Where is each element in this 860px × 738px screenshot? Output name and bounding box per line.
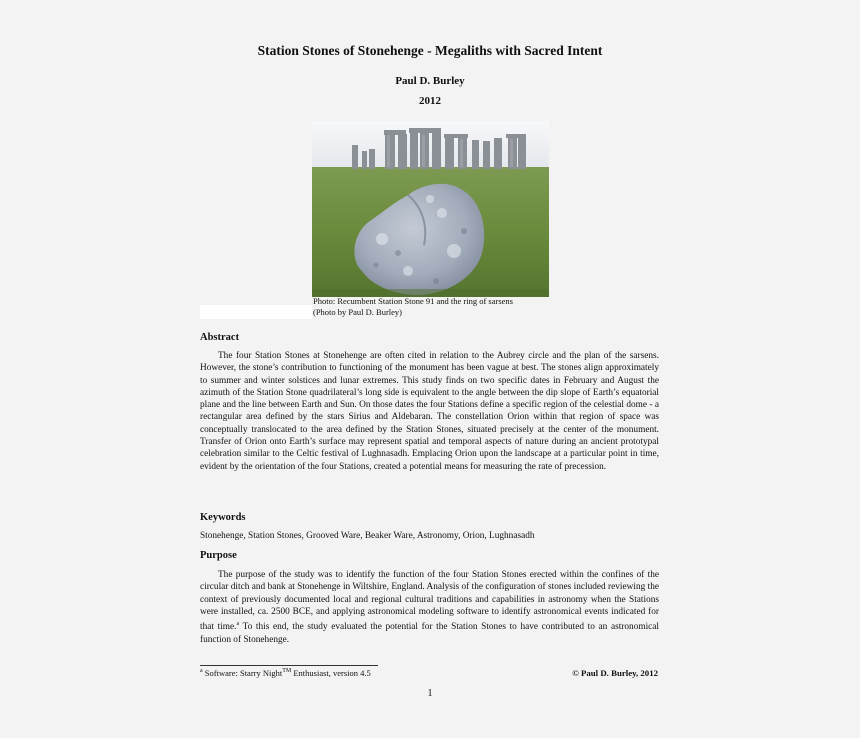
- photo-illustration: [312, 121, 549, 297]
- footnote-rule: [200, 665, 378, 666]
- footnote-rest: Enthusiast, version 4.5: [291, 668, 371, 678]
- caption-strip: [200, 305, 312, 319]
- abstract-heading: Abstract: [200, 332, 240, 343]
- abstract-body: The four Station Stones at Stonehenge are often cited in relation to the Aubrey circle and the plan of the sarsens. However, the stone’s contribution to functioning of the monument has been vague at best. The stones align approximately to summer and winter solstices and lunar extremes. This study finds on two specific dates in February and August the azimuth of the Station Stone quadrilateral’s long side is equivalent to the angle between the dip slope of Earth’s equatorial plane and the line between Earth and Sun. On those dates the four Stations define a specific region of the celestial dome - a rectangular area defined by the stars Sirius and Aldebaran. The constellation Orion within that region of space was conceptually translocated to the area defined by the Station Stones, situated precisely at the center of the monument. Transfer of Orion onto Earth’s surface may represent spatial and temporal aspects of nature during an ancient prototypal celebration similar to the Celtic festival of Lughnasadh. Emplacing Orion upon the landscape at a particular point in time, evident by the orientation of the four Stations, created a potential means for measuring the rate of precession.: [200, 351, 659, 472]
- station-stone-photo: [312, 121, 549, 297]
- keywords-heading: Keywords: [200, 512, 246, 523]
- keywords-body: Stonehenge, Station Stones, Grooved Ware, Beaker Ware, Astronomy, Orion, Lughnasadh: [200, 531, 535, 541]
- footnote-text: Software: Starry Night: [202, 668, 283, 678]
- copyright-notice: © Paul D. Burley, 2012: [572, 668, 658, 678]
- footnote-mark: a: [200, 668, 203, 675]
- document-title: Station Stones of Stonehenge - Megaliths with Sacred Intent: [257, 43, 603, 58]
- footnote: [200, 668, 371, 678]
- caption-line-1: Photo: Recumbent Station Stone 91 and the ring of sarsens: [313, 296, 513, 306]
- purpose-body: [200, 569, 659, 646]
- publication-year: 2012: [419, 95, 441, 107]
- footnote-tm: TM: [282, 668, 292, 675]
- page-number: 1: [427, 688, 433, 699]
- author-name: Paul D. Burley: [395, 75, 465, 87]
- purpose-text-1: The purpose of the study was to identify the function of the four Station Stones erected within the confines of the circular ditch and bank at Stonehenge in Wiltshire, England. Analysis of the configuration of stones included reviewing the context of previously documented local and regional cultural traditions and capabilities in astronomy when the Stations were installed, ca. 2500 BCE, and applying astronomical modeling software to identify astronomical events indicated for that time.: [200, 570, 659, 633]
- purpose-ref-mark: a: [236, 621, 240, 628]
- photo-caption: [313, 296, 563, 318]
- purpose-text-2: To this end, the study evaluated the potential for the Station Stones to have contributed to an astronomical function of Stonehenge.: [200, 622, 659, 645]
- caption-line-2: (Photo by Paul D. Burley): [313, 307, 403, 317]
- purpose-heading: Purpose: [200, 550, 237, 561]
